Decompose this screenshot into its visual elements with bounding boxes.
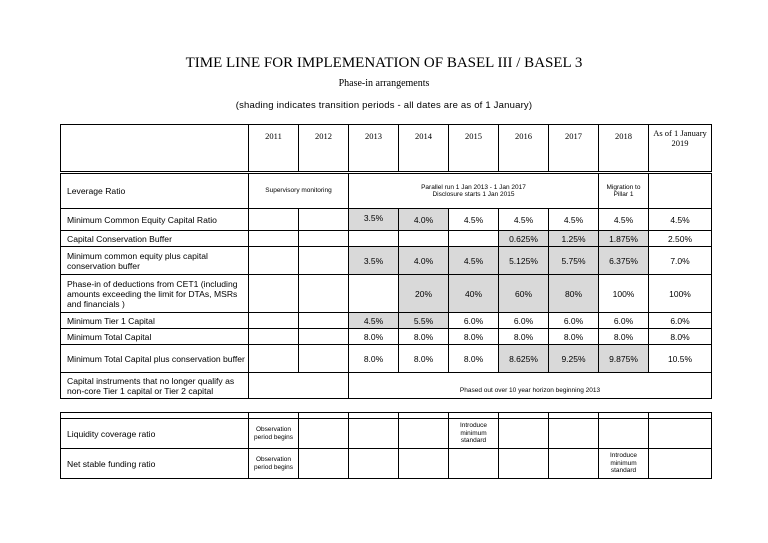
lcr-2014 [399, 419, 449, 449]
shading-note: (shading indicates transition periods - all dates are as of 1 January) [235, 100, 533, 111]
ccb-2012 [299, 231, 349, 247]
tier1-2016: 6.0% [499, 313, 549, 329]
min-ce-label: Minimum Common Equity Capital Ratio [61, 209, 249, 231]
ccb-2017: 1.25% [549, 231, 599, 247]
lcr-2018 [599, 419, 649, 449]
min-ce-plus-2015: 4.5% [449, 247, 499, 275]
deductions-row [61, 275, 712, 313]
min-ce-2014: 4.0% [399, 209, 449, 231]
ccb-label: Capital Conservation Buffer [61, 231, 249, 247]
year-2011: 2011 [249, 125, 299, 173]
tier1-2015: 6.0% [449, 313, 499, 329]
nsfr-2015 [449, 449, 499, 479]
total-2015: 8.0% [449, 329, 499, 345]
capital-instruments-2011-2012 [249, 373, 349, 399]
lcr-2016 [499, 419, 549, 449]
ccb-2018: 1.875% [599, 231, 649, 247]
min-ce-2018: 4.5% [599, 209, 649, 231]
ccb-2019: 2.50% [649, 231, 712, 247]
deductions-2019: 100% [649, 275, 712, 313]
supervisory-monitoring: Supervisory monitoring [249, 173, 349, 209]
capital-instruments-label: Capital instruments that no longer qualify as non-core Tier 1 capital or Tier 2 capital [61, 373, 249, 399]
total-plus-2011 [249, 345, 299, 373]
total-plus-2014: 8.0% [399, 345, 449, 373]
year-2019: As of 1 January 2019 [649, 125, 712, 173]
min-ce-plus-2017: 5.75% [549, 247, 599, 275]
total-label: Minimum Total Capital [61, 329, 249, 345]
total-2019: 8.0% [649, 329, 712, 345]
total-plus-2012 [299, 345, 349, 373]
total-2014: 8.0% [399, 329, 449, 345]
nsfr-introduce: Introduce minimum standard [599, 449, 649, 479]
tier1-2013: 4.5% [349, 313, 399, 329]
tier1-2017: 6.0% [549, 313, 599, 329]
deductions-2017: 80% [549, 275, 599, 313]
lcr-observation: Observation period begins [249, 419, 299, 449]
min-ce-plus-2019: 7.0% [649, 247, 712, 275]
year-2013: 2013 [349, 125, 399, 173]
ccb-2016: 0.625% [499, 231, 549, 247]
migration-pillar1: Migration to Pillar 1 [599, 173, 649, 209]
lcr-row [61, 419, 712, 449]
min-ce-plus-2011 [249, 247, 299, 275]
nsfr-2014 [399, 449, 449, 479]
total-2017: 8.0% [549, 329, 599, 345]
deductions-2018: 100% [599, 275, 649, 313]
year-2017: 2017 [549, 125, 599, 173]
lcr-label: Liquidity coverage ratio [61, 419, 249, 449]
min-ce-2015: 4.5% [449, 209, 499, 231]
nsfr-observation: Observation period begins [249, 449, 299, 479]
min-ce-plus-2013: 3.5% [349, 247, 399, 275]
leverage-2019 [649, 173, 712, 209]
nsfr-2019 [649, 449, 712, 479]
basel-main-table [60, 124, 712, 399]
total-plus-2016: 8.625% [499, 345, 549, 373]
tier1-2019: 6.0% [649, 313, 712, 329]
min-ce-plus-2018: 6.375% [599, 247, 649, 275]
min-ce-plus-label: Minimum common equity plus capital conservation buffer [61, 247, 249, 275]
total-2011 [249, 329, 299, 345]
total-plus-2017: 9.25% [549, 345, 599, 373]
lcr-2017 [549, 419, 599, 449]
year-2018: 2018 [599, 125, 649, 173]
total-2013: 8.0% [349, 329, 399, 345]
min-ce-2019: 4.5% [649, 209, 712, 231]
min-ce-2017: 4.5% [549, 209, 599, 231]
lcr-2013 [349, 419, 399, 449]
total-row [61, 329, 712, 345]
tier1-2011 [249, 313, 299, 329]
leverage-label: Leverage Ratio [61, 173, 249, 209]
total-plus-row [61, 345, 712, 373]
ccb-2015 [449, 231, 499, 247]
nsfr-2017 [549, 449, 599, 479]
nsfr-label: Net stable funding ratio [61, 449, 249, 479]
nsfr-row [61, 449, 712, 479]
deductions-2013 [349, 275, 399, 313]
total-2016: 8.0% [499, 329, 549, 345]
tier1-label: Minimum Tier 1 Capital [61, 313, 249, 329]
tier1-row [61, 313, 712, 329]
parallel-run: Parallel run 1 Jan 2013 - 1 Jan 2017 Disclosure starts 1 Jan 2015 [349, 173, 599, 209]
year-2015: 2015 [449, 125, 499, 173]
deductions-2014: 20% [399, 275, 449, 313]
ccb-row [61, 231, 712, 247]
ccb-2014 [399, 231, 449, 247]
min-ce-row [61, 209, 712, 231]
nsfr-2012 [299, 449, 349, 479]
ccb-2011 [249, 231, 299, 247]
deductions-2015: 40% [449, 275, 499, 313]
capital-instruments-row [61, 373, 712, 399]
min-ce-2012 [299, 209, 349, 231]
phased-out-text: Phased out over 10 year horizon beginning 2013 [349, 373, 712, 399]
year-2012: 2012 [299, 125, 349, 173]
deductions-2011 [249, 275, 299, 313]
deductions-2016: 60% [499, 275, 549, 313]
total-plus-2019: 10.5% [649, 345, 712, 373]
nsfr-2016 [499, 449, 549, 479]
tier1-2018: 6.0% [599, 313, 649, 329]
lcr-introduce: Introduce minimum standard [449, 419, 499, 449]
nsfr-2013 [349, 449, 399, 479]
deductions-2012 [299, 275, 349, 313]
min-ce-plus-2012 [299, 247, 349, 275]
min-ce-2013: 3.5% [349, 209, 399, 231]
total-plus-2015: 8.0% [449, 345, 499, 373]
total-plus-2018: 9.875% [599, 345, 649, 373]
year-header-row [61, 125, 712, 173]
min-ce-2011 [249, 209, 299, 231]
lcr-2012 [299, 419, 349, 449]
page-title: TIME LINE FOR IMPLEMENATION OF BASEL III / BASEL 3 [185, 55, 583, 71]
leverage-row [61, 173, 712, 209]
ccb-2013 [349, 231, 399, 247]
min-ce-plus-2016: 5.125% [499, 247, 549, 275]
total-2018: 8.0% [599, 329, 649, 345]
total-2012 [299, 329, 349, 345]
tier1-2014: 5.5% [399, 313, 449, 329]
header-blank [61, 125, 249, 173]
page-subtitle: Phase-in arrangements [338, 78, 430, 89]
deductions-label: Phase-in of deductions from CET1 (including amounts exceeding the limit for DTAs, MSRs and financials ) [61, 275, 249, 313]
liquidity-table [60, 412, 712, 479]
year-2014: 2014 [399, 125, 449, 173]
min-ce-plus-row [61, 247, 712, 275]
lcr-2019 [649, 419, 712, 449]
total-plus-label: Minimum Total Capital plus conservation buffer [61, 345, 249, 373]
min-ce-plus-2014: 4.0% [399, 247, 449, 275]
tier1-2012 [299, 313, 349, 329]
year-2016: 2016 [499, 125, 549, 173]
min-ce-2016: 4.5% [499, 209, 549, 231]
total-plus-2013: 8.0% [349, 345, 399, 373]
